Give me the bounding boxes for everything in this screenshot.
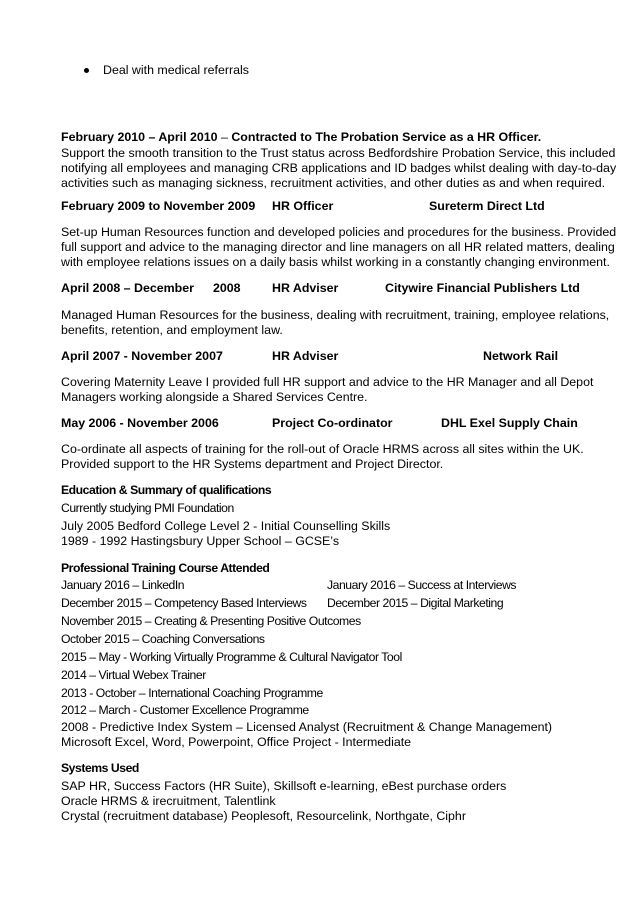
education-current: Currently studying PMI Foundation	[61, 501, 234, 515]
training-item: December 2015 – Digital Marketing	[327, 596, 504, 610]
job-company: Citywire Financial Publishers Ltd	[385, 281, 580, 295]
job-desc-line: benefits, retention, and employment law.	[61, 323, 283, 337]
job-desc-line: Managers working alongside a Shared Services Centre.	[61, 390, 368, 404]
training-item: January 2016 – Success at Interviews	[327, 578, 517, 592]
systems-line: Oracle HRMS & irecruitment, Talentlink	[61, 794, 276, 808]
job-dates: February 2010 – April 2010	[61, 130, 218, 144]
job-header-probation	[61, 129, 541, 145]
training-extra-line: Microsoft Excel, Word, Powerpoint, Office Project - Intermediate	[61, 735, 412, 749]
job-company: Network Rail	[483, 349, 559, 363]
bullet-item: Deal with medical referrals	[103, 63, 249, 77]
job-role: HR Adviser	[272, 281, 339, 295]
job-desc-line: notifying all employees and managing CRB applications and ID badges whilst dealing with day-to-day	[61, 161, 617, 175]
job-desc-line: Support the smooth transition to the Trust status across Bedfordshire Probation Service, this included	[61, 146, 616, 160]
job-title: Contracted to The Probation Service as a HR Officer.	[231, 130, 542, 144]
job-role: HR Adviser	[272, 349, 339, 363]
job-dates: May 2006 - November 2006	[61, 416, 219, 430]
training-item: 2014 – Virtual Webex Trainer	[61, 668, 206, 682]
job-company: Sureterm Direct Ltd	[429, 199, 545, 213]
training-item: 2015 – May - Working Virtually Programme & Cultural Navigator Tool	[61, 650, 402, 664]
job-desc-line: Provided support to the HR Systems department and Project Director.	[61, 457, 444, 471]
training-item: 2013 - October – International Coaching Programme	[61, 686, 323, 700]
job-role: Project Co-ordinator	[272, 416, 393, 430]
job-dates: February 2009 to November 2009	[61, 199, 256, 213]
job-desc-line: Managed Human Resources for the business, dealing with recruitment, training, employee relations,	[61, 308, 610, 322]
job-role: HR Officer	[272, 199, 334, 213]
section-heading-education: Education & Summary of qualifications	[61, 483, 272, 497]
training-item: December 2015 – Competency Based Interviews	[61, 596, 307, 610]
training-item: 2012 – March - Customer Excellence Programme	[61, 703, 309, 717]
job-desc-line: Co-ordinate all aspects of training for the roll-out of Oracle HRMS across all sites within the UK.	[61, 442, 584, 456]
training-extra-line: 2008 - Predictive Index System – Licensed Analyst (Recruitment & Change Management)	[61, 720, 553, 734]
job-desc-line: activities such as managing sickness, recruitment activities, and other duties as and when required.	[61, 176, 606, 190]
training-item: January 2016 – LinkedIn	[61, 578, 185, 592]
systems-line: Crystal (recruitment database) Peoplesoft, Resourcelink, Northgate, Ciphr	[61, 809, 466, 823]
training-item: October 2015 – Coaching Conversations	[61, 632, 265, 646]
job-dates: April 2007 - November 2007	[61, 349, 223, 363]
section-heading-training: Professional Training Course Attended	[61, 561, 270, 575]
systems-line: SAP HR, Success Factors (HR Suite), Skillsoft e-learning, eBest purchase orders	[61, 779, 507, 793]
job-dash: –	[217, 130, 232, 144]
education-line: July 2005 Bedford College Level 2 - Initial Counselling Skills	[61, 519, 391, 533]
job-company: DHL Exel Supply Chain	[441, 416, 578, 430]
job-desc-line: full support and advice to the managing director and line managers on all HR related matters, dealing	[61, 240, 615, 254]
job-desc-line: with employee relations issues on a daily basis whilst working in a constantly changing environment.	[61, 255, 610, 269]
job-desc-line: Set-up Human Resources function and developed policies and procedures for the business. Provided	[61, 225, 617, 239]
job-dates: April 2008 – December	[61, 281, 194, 295]
section-heading-systems: Systems Used	[61, 761, 139, 775]
education-line: 1989 - 1992 Hastingsbury Upper School – GCSE’s	[61, 534, 340, 548]
bullet-icon	[84, 68, 89, 73]
job-dates-end: 2008	[213, 281, 241, 295]
job-desc-line: Covering Maternity Leave I provided full HR support and advice to the HR Manager and all Depot	[61, 375, 594, 389]
training-item: November 2015 – Creating & Presenting Positive Outcomes	[61, 614, 361, 628]
